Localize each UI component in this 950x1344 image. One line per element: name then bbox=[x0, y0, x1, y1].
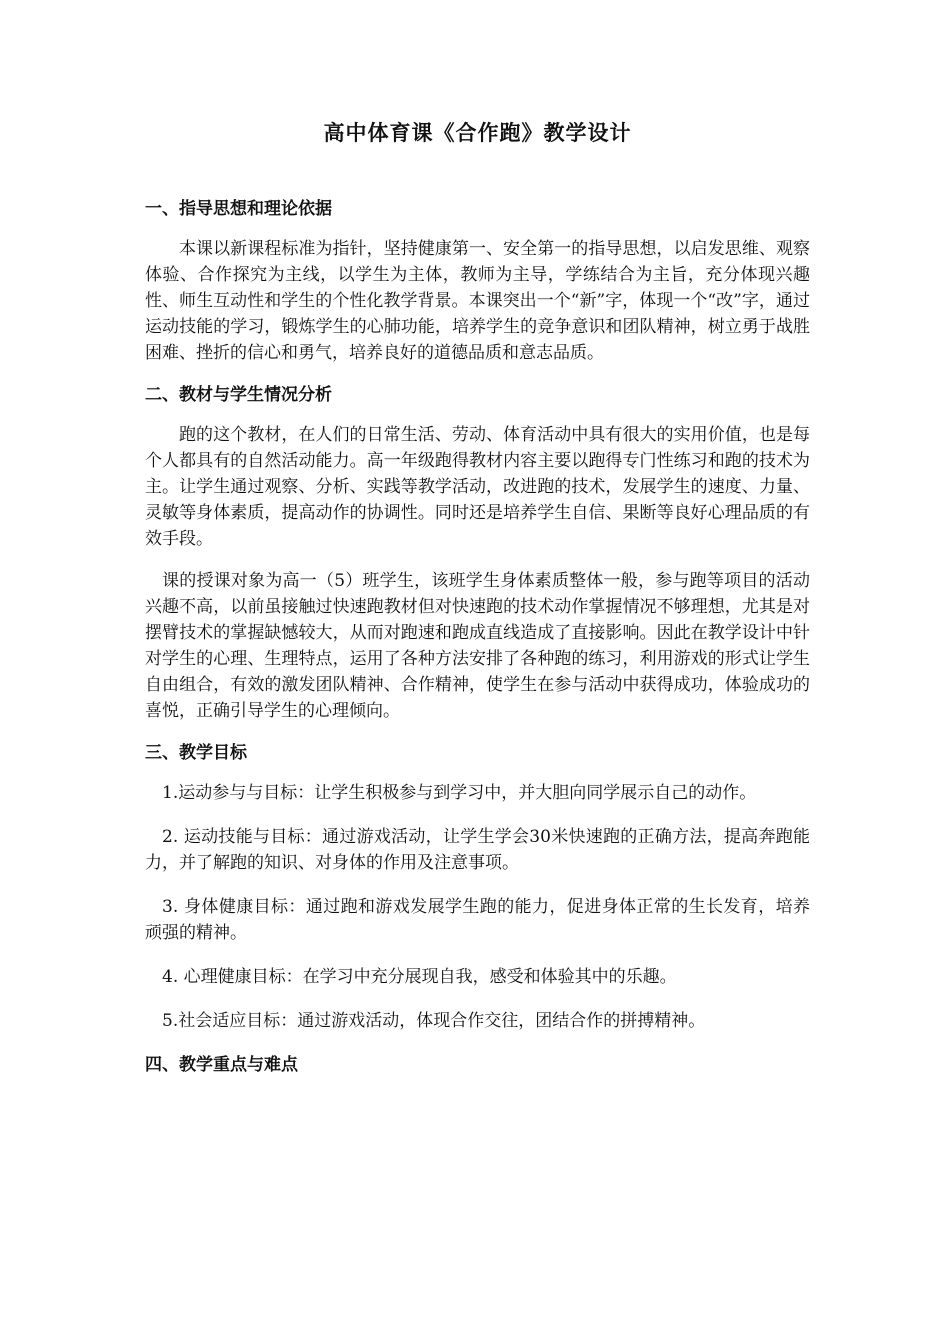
paragraph: 本课以新课程标准为指针，坚持健康第一、安全第一的指导思想，以启发思维、观察体验、合作探究为主线，以学生为主体，教师为主导，学练结合为主旨，充分体现兴趣性、师生互动性和学生的个性化教学背景。本课突出一个“新”字，体现一个“改”字，通过运动技能的学习，锻炼学生的心肺功能，培养学生的竞争意识和团队精神，树立勇于战胜困难、挫折的信心和勇气，培养良好的道德品质和意志品质。 bbox=[145, 239, 810, 363]
goal-item: 4. 心理健康目标：在学习中充分展现自我，感受和体验其中的乐趣。 bbox=[162, 967, 677, 987]
section-guiding-ideology bbox=[145, 196, 810, 366]
section-heading: 四、教学重点与难点 bbox=[145, 1055, 298, 1075]
section-teaching-goals bbox=[145, 740, 810, 1034]
goal-item: 5.社会适应目标：通过游戏活动，体现合作交往，团结合作的拼搏精神。 bbox=[162, 1011, 706, 1031]
goal-item: 3. 身体健康目标：通过跑和游戏发展学生跑的能力，促进身体正常的生长发育，培养顽强的精神。 bbox=[145, 897, 810, 943]
section-key-points bbox=[145, 1052, 810, 1078]
section-heading: 一、指导思想和理论依据 bbox=[145, 199, 332, 219]
goal-item: 2. 运动技能与目标：通过游戏活动，让学生学会30米快速跑的正确方法，提高奔跑能力，并了解跑的知识、对身体的作用及注意事项。 bbox=[145, 827, 810, 873]
goal-item: 1.运动参与与目标：让学生积极参与到学习中，并大胆向同学展示自己的动作。 bbox=[162, 783, 757, 803]
paragraph: 跑的这个教材，在人们的日常生活、劳动、体育活动中具有很大的实用价值，也是每个人都具有的自然活动能力。高一年级跑得教材内容主要以跑得专门性练习和跑的技术为主。让学生通过观察、分析、实践等教学活动，改进跑的技术，发展学生的速度、力量、灵敏等身体素质，提高动作的协调性。同时还是培养学生自信、果断等良好心理品质的有效手段。 bbox=[145, 425, 810, 549]
document-page bbox=[145, 118, 810, 1092]
paragraph: 课的授课对象为高一（5）班学生，该班学生身体素质整体一般，参与跑等项目的活动兴趣不高，以前虽接触过快速跑教材但对快速跑的技术动作掌握情况不够理想，尤其是对摆臂技术的掌握缺憾较大，从而对跑速和跑成直线造成了直接影响。因此在教学设计中针对学生的心理、生理特点，运用了各种方法安排了各种跑的练习，利用游戏的形式让学生自由组合，有效的激发团队精神、合作精神，使学生在参与活动中获得成功，体验成功的喜悦，正确引导学生的心理倾向。 bbox=[145, 571, 810, 721]
section-heading: 三、教学目标 bbox=[145, 743, 247, 763]
document-title: 高中体育课《合作跑》教学设计 bbox=[323, 120, 632, 145]
section-material-analysis bbox=[145, 382, 810, 724]
section-heading: 二、教材与学生情况分析 bbox=[145, 385, 332, 405]
